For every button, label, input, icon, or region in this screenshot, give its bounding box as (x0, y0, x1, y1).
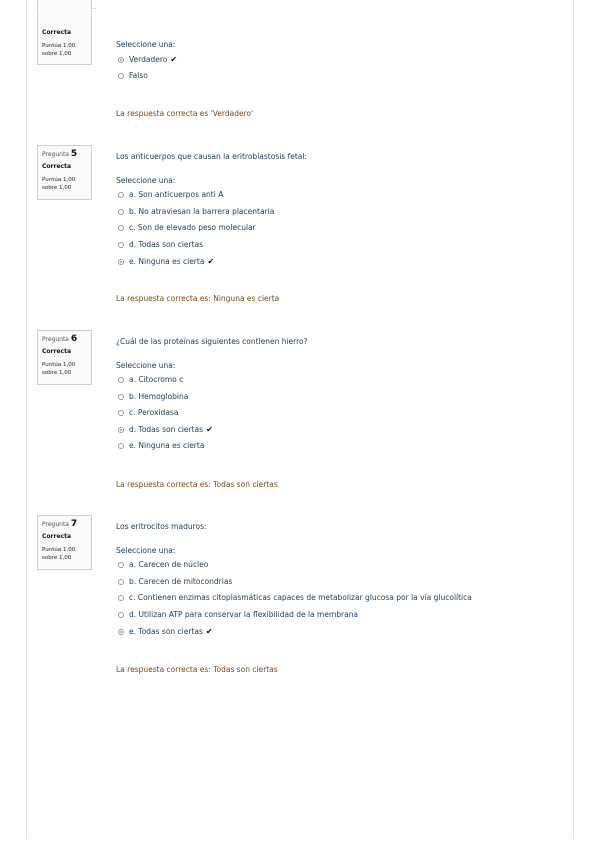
option-label: b. Carecen de mitocondrias (129, 577, 233, 586)
radio-button[interactable] (118, 410, 124, 416)
question-num: 7 (70, 519, 78, 529)
question-state: Correcta (42, 29, 71, 36)
question-state: Correcta (42, 163, 71, 170)
question-grade (42, 361, 91, 377)
question-number (42, 520, 91, 529)
option-a[interactable] (118, 560, 208, 570)
check-icon: ✔ (205, 627, 213, 636)
option-falso[interactable] (118, 71, 148, 81)
option-label: c. Contienen enzimas citoplasmáticas capaces de metabolizar glucosa por la vía glucolítica (129, 593, 472, 602)
option-c[interactable] (118, 408, 178, 418)
check-icon: ✔ (206, 425, 213, 434)
option-label: c. Son de elevado peso molecular (129, 223, 256, 232)
option-a[interactable] (118, 375, 183, 385)
grade-line: sobre 1,00 (42, 370, 72, 376)
option-c[interactable] (118, 593, 472, 603)
option-b[interactable] (118, 207, 274, 217)
option-label: e. Ninguna es cierta (129, 441, 205, 450)
question-state: Correcta (42, 348, 71, 355)
question-grade (42, 176, 91, 192)
option-label: a. Carecen de núcleo (129, 560, 209, 569)
radio-button[interactable] (118, 595, 124, 601)
option-label: b. Hemoglobina (129, 392, 189, 401)
grade-line: Puntúa 1,00 (42, 362, 76, 368)
option-d[interactable] (118, 240, 203, 250)
option-label: d. Todas son ciertas (129, 240, 204, 249)
question-number (42, 335, 91, 344)
option-label: d. Todas son ciertas (129, 425, 204, 434)
option-b[interactable] (118, 577, 232, 587)
radio-button[interactable] (118, 394, 124, 400)
question-num: 6 (70, 334, 78, 344)
radio-button[interactable] (118, 225, 124, 231)
option-label: c. Peroxidasa (129, 408, 179, 417)
radio-button[interactable] (118, 612, 124, 618)
radio-button[interactable] (118, 259, 124, 265)
right-answer: La respuesta correcta es: Todas son ciertas (116, 480, 278, 489)
option-b[interactable] (118, 392, 188, 402)
question-grade (42, 546, 91, 562)
right-answer: La respuesta correcta es 'Verdadero' (116, 109, 254, 118)
option-e[interactable] (118, 257, 214, 267)
grade-line: Puntúa 1,00 (42, 43, 76, 49)
option-label: a. Citocromo c (129, 375, 184, 384)
radio-button[interactable] (118, 443, 124, 449)
check-icon: ✔ (207, 257, 215, 266)
question-grade (42, 42, 91, 58)
select-prompt: Seleccione una: (116, 40, 176, 49)
option-e[interactable] (118, 627, 213, 637)
radio-button[interactable] (118, 562, 124, 568)
grade-line: sobre 1,00 (42, 51, 72, 57)
grade-line: Puntúa 1,00 (42, 177, 76, 183)
option-a[interactable] (118, 190, 223, 200)
option-label: e. Ninguna es cierta (129, 257, 205, 266)
question-label: Pregunta (42, 151, 69, 158)
question-info (37, 515, 92, 570)
question-number (42, 150, 91, 159)
option-label: e. Todas son ciertas (129, 627, 203, 636)
radio-button[interactable] (118, 427, 124, 433)
grade-line: sobre 1,00 (42, 555, 72, 561)
check-icon: ✔ (170, 55, 178, 64)
grade-line: sobre 1,00 (42, 185, 72, 191)
question-info (37, 330, 92, 385)
radio-button[interactable] (118, 73, 124, 79)
option-c[interactable] (118, 223, 256, 233)
right-answer: La respuesta correcta es: Ninguna es cierta (116, 294, 280, 303)
question-state: Correcta (42, 533, 71, 540)
question-label: Pregunta (42, 336, 69, 343)
page-frame (26, 0, 574, 839)
question-label: Pregunta (42, 521, 69, 528)
question-info (37, 0, 92, 65)
option-d[interactable] (118, 425, 213, 435)
radio-button[interactable] (118, 242, 124, 248)
question-info (37, 145, 92, 200)
option-e[interactable] (118, 441, 204, 451)
option-label: b. No atraviesan la barrera placentaria (129, 207, 275, 216)
option-label: Verdadero (129, 55, 168, 64)
right-answer: La respuesta correcta es: Todas son ciertas (116, 665, 278, 674)
option-d[interactable] (118, 610, 358, 620)
question-num: 5 (70, 149, 78, 159)
radio-button[interactable] (118, 629, 124, 635)
question-text: Los anticuerpos que causan la eritroblastosis fetal: (116, 152, 307, 161)
radio-button[interactable] (118, 579, 124, 585)
question-text: Los eritrocitos maduros: (116, 522, 207, 531)
radio-button[interactable] (118, 209, 124, 215)
radio-button[interactable] (118, 192, 124, 198)
option-label: d. Utilizan ATP para conservar la flexibilidad de la membrana (129, 610, 359, 619)
radio-button[interactable] (118, 377, 124, 383)
grade-line: Puntúa 1,00 (42, 547, 76, 553)
option-label: a. Son anticuerpos anti A (129, 190, 224, 199)
select-prompt: Seleccione una: (116, 546, 176, 555)
option-verdadero[interactable] (118, 55, 177, 65)
select-prompt: Seleccione una: (116, 361, 176, 370)
radio-button[interactable] (118, 57, 124, 63)
select-prompt: Seleccione una: (116, 176, 176, 185)
question-text: ¿Cuál de las proteínas siguientes contienen hierro? (116, 337, 308, 346)
option-label: Falso (129, 71, 148, 80)
